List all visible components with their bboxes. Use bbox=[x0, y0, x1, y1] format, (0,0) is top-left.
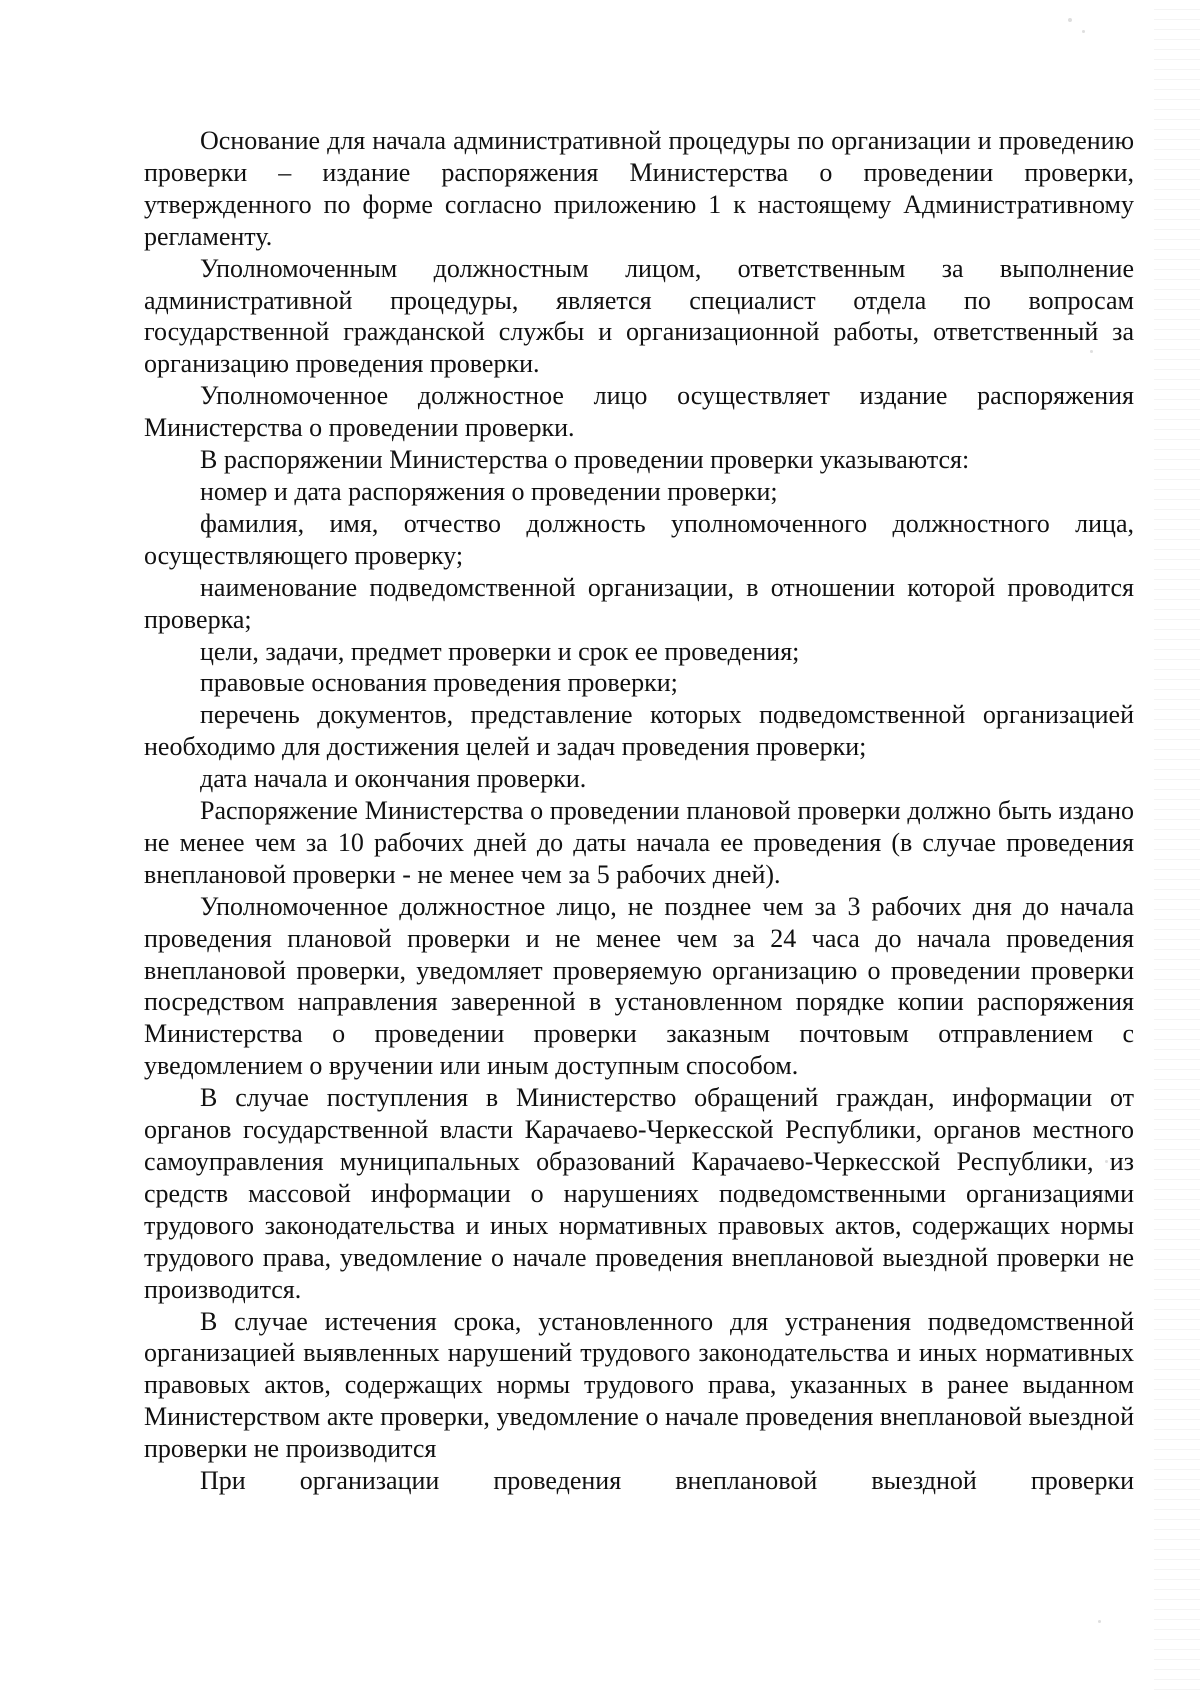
list-item: дата начала и окончания проверки. bbox=[200, 764, 587, 794]
list-item: номер и дата распоряжения о проведении проверки; bbox=[200, 476, 778, 506]
paragraph: Уполномоченное должностное лицо осуществляет издание распоряжения Министерства о проведении проверки. bbox=[144, 381, 1134, 443]
paragraph: Уполномоченным должностным лицом, ответственным за выполнение административной процедуры, является специалист отдела по вопросам государственной гражданской службы и организационной работы, ответственный за организацию проведения проверки. bbox=[144, 253, 1134, 379]
paragraph: Распоряжение Министерства о проведении плановой проверки должно быть издано не менее чем за 10 рабочих дней до даты начала ее проведения (в случае проведения внеплановой проверки - не менее чем за 5 рабочих дней). bbox=[144, 796, 1134, 889]
list-item: фамилия, имя, отчество должность уполномоченного должностного лица, осуществляющего проверку; bbox=[144, 508, 1134, 570]
scan-speck bbox=[1098, 1620, 1101, 1623]
paragraph: Основание для начала административной процедуры по организации и проведению проверки – издание распоряжения Министерства о проведении проверки, утвержденного по форме согласно приложению 1 к настоящему Административному регламенту. bbox=[144, 126, 1134, 251]
paragraph: В распоряжении Министерства о проведении проверки указываются: bbox=[200, 445, 970, 475]
paragraph-continued: При организации проведения внеплановой выездной проверки bbox=[200, 1466, 1134, 1496]
list-item: правовые основания проведения проверки; bbox=[200, 668, 678, 698]
paragraph: В случае истечения срока, установленного для устранения подведомственной организацией выявленных нарушений трудового законодательства и иных нормативных правовых актов, содержащих нормы трудового права, указанных в ранее выданном Министерством акте проверки, уведомление о начале проведения внеплановой выездной проверки не производится bbox=[144, 1306, 1134, 1464]
document-body bbox=[144, 125, 1134, 1497]
scan-speck bbox=[1082, 30, 1085, 33]
scan-edge-noise bbox=[1154, 0, 1200, 1696]
list-item: наименование подведомственной организации, в отношении которой проводится проверка; bbox=[144, 572, 1134, 634]
list-item: цели, задачи, предмет проверки и срок ее проведения; bbox=[200, 636, 800, 666]
paragraph: В случае поступления в Министерство обращений граждан, информации от органов государственной власти Карачаево-Черкесской Республики, органов местного самоуправления муниципальных образований Карачаево-Черкесской Республики, из средств массовой информации о нарушениях подведомственными организациями трудового законодательства и иных нормативных правовых актов, содержащих нормы трудового права, уведомление о начале проведения внеплановой выездной проверки не производится. bbox=[144, 1083, 1134, 1304]
paragraph: Уполномоченное должностное лицо, не позднее чем за 3 рабочих дня до начала проведения плановой проверки и не менее чем за 24 часа до начала проведения внеплановой проверки, уведомляет проверяемую организацию о проведении проверки посредством направления заверенной в установленном порядке копии распоряжения Министерства о проведении проверки заказным почтовым отправлением с уведомлением о вручении или иным доступным способом. bbox=[144, 891, 1134, 1081]
list-item: перечень документов, представление которых подведомственной организацией необходимо для достижения целей и задач проведения проверки; bbox=[144, 700, 1134, 762]
scan-speck bbox=[1068, 18, 1072, 22]
